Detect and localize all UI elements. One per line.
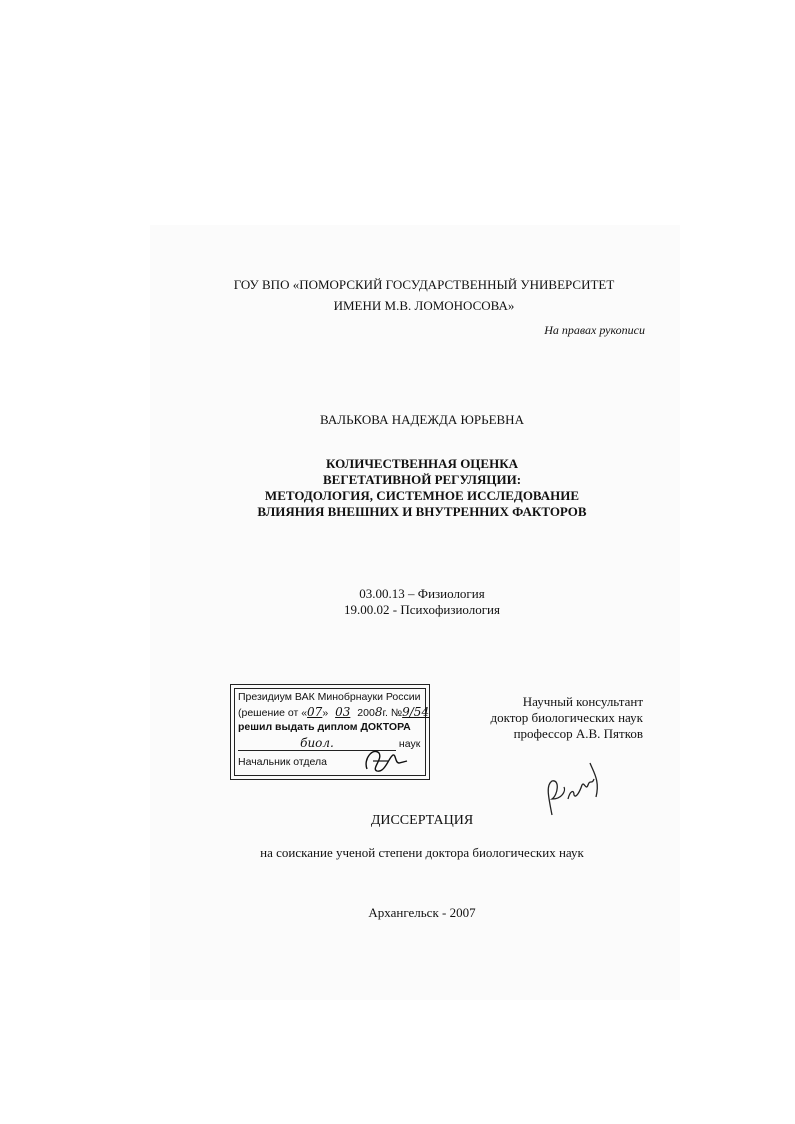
consultant-name: профессор А.В. Пятков bbox=[513, 726, 643, 741]
consultant-block bbox=[490, 694, 643, 742]
title-line4: ВЛИЯНИЯ ВНЕШНИХ И ВНУТРЕННИХ ФАКТОРОВ bbox=[257, 504, 587, 519]
title-line1: КОЛИЧЕСТВЕННАЯ ОЦЕНКА bbox=[325, 456, 519, 471]
stamp-signature-icon bbox=[359, 745, 409, 777]
stamp-year-prefix: 200 bbox=[357, 707, 375, 719]
stamp-line3: решил выдать диплом ДОКТОРА bbox=[238, 721, 411, 733]
title-line2: ВЕГЕТАТИВНОЙ РЕГУЛЯЦИИ: bbox=[322, 472, 522, 487]
document-type: ДИССЕРТАЦИЯ bbox=[370, 813, 474, 828]
consultant-label: Научный консультант bbox=[522, 694, 643, 709]
author-name: ВАЛЬКОВА НАДЕЖДА ЮРЬЕВНА bbox=[320, 412, 524, 427]
specialty-line2: 19.00.02 - Психофизиология bbox=[343, 602, 501, 617]
stamp-sciences: наук bbox=[398, 738, 421, 750]
degree-purpose: на соискание ученой степени доктора биологических наук bbox=[260, 845, 584, 860]
title-line3: МЕТОДОЛОГИЯ, СИСТЕМНОЕ ИССЛЕДОВАНИЕ bbox=[264, 488, 580, 503]
stamp-month: 03 bbox=[335, 705, 351, 719]
stamp-number: 9/54 bbox=[402, 705, 430, 719]
stamp-field: биол. bbox=[300, 736, 334, 750]
institution-line2: ИМЕНИ М.В. ЛОМОНОСОВА» bbox=[333, 298, 515, 313]
specialty-line1: 03.00.13 – Физиология bbox=[359, 586, 485, 601]
consultant-signature-icon bbox=[540, 755, 610, 825]
vak-stamp bbox=[230, 684, 430, 780]
stamp-year-digit: 8 bbox=[374, 705, 383, 719]
stamp-day: 07 bbox=[307, 705, 323, 719]
stamp-year-suffix: г. № bbox=[382, 707, 403, 719]
stamp-line5: Начальник отдела bbox=[238, 756, 327, 768]
institution-line1: ГОУ ВПО «ПОМОРСКИЙ ГОСУДАРСТВЕННЫЙ УНИВЕРСИТЕТ bbox=[233, 277, 615, 292]
manuscript-note: На правах рукописи bbox=[544, 323, 645, 337]
stamp-line1: Президиум ВАК Минобрнауки России bbox=[238, 691, 421, 703]
stamp-sep: » bbox=[322, 707, 329, 719]
place-year: Архангельск - 2007 bbox=[368, 905, 476, 920]
stamp-decision-line bbox=[238, 706, 429, 719]
consultant-degree: доктор биологических наук bbox=[490, 710, 643, 725]
stamp-decision-prefix: (решение от « bbox=[238, 707, 308, 719]
